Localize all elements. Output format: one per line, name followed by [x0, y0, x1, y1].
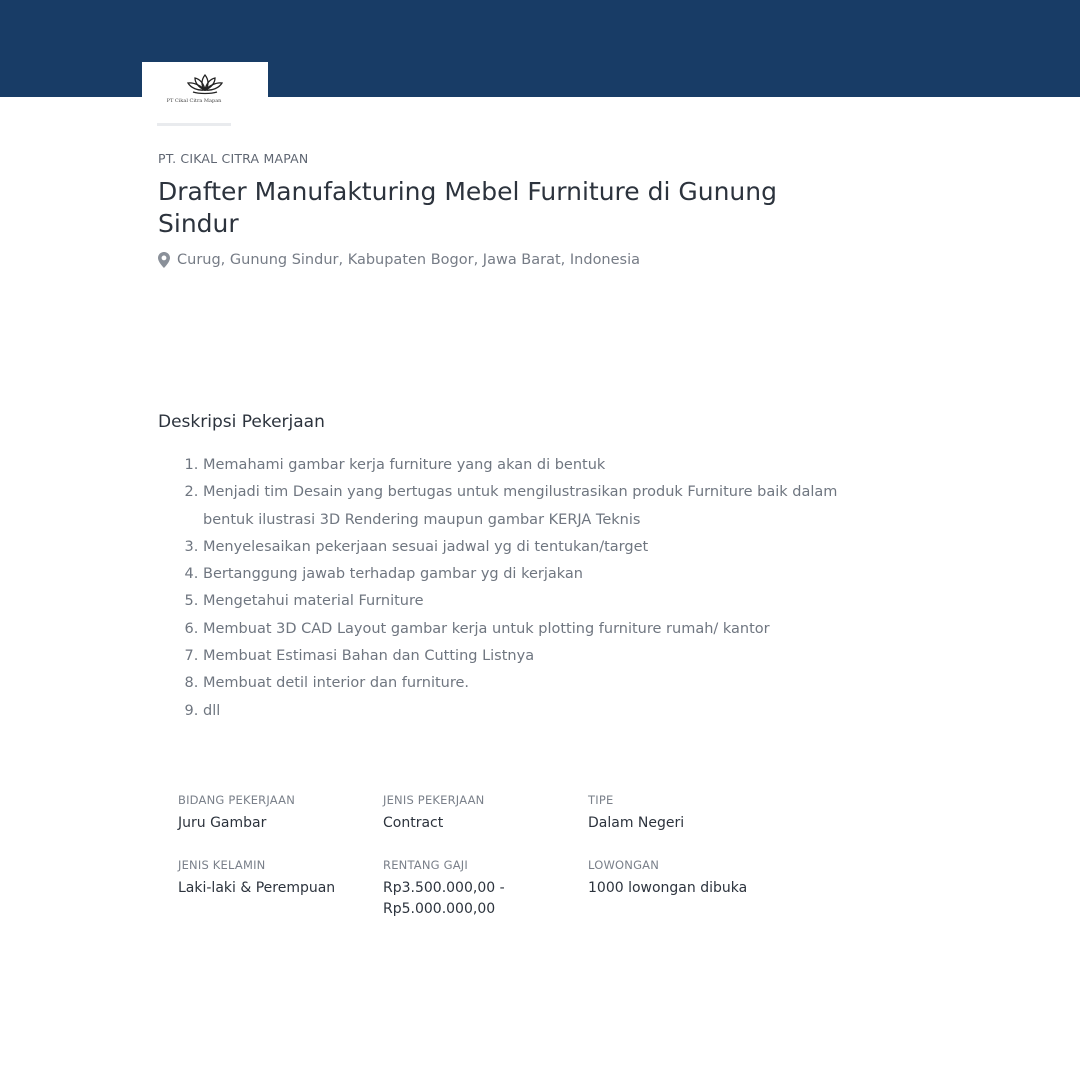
detail-vacancy	[588, 858, 793, 920]
list-item: 2. Menjadi tim Desain yang bertugas untuk mengilustrasikan produk Furniture baik dalam bentuk ilustrasi 3D Rendering maupun gambar KERJA Teknis	[203, 479, 883, 534]
salary-max: Rp5.000.000,00	[383, 901, 496, 917]
lotus-logo-icon	[185, 72, 225, 96]
job-details-grid	[178, 793, 793, 920]
company-name[interactable]: PT. CIKAL CITRA MAPAN	[158, 151, 309, 166]
detail-value	[383, 878, 588, 920]
detail-value: 1000 lowongan dibuka	[588, 880, 748, 896]
list-item: 4. Bertanggung jawab terhadap gambar yg di kerjakan	[203, 561, 883, 588]
list-item: 5. Mengetahui material Furniture	[203, 588, 883, 615]
detail-value: Laki-laki & Perempuan	[178, 880, 336, 896]
detail-value: Contract	[383, 815, 444, 831]
list-item: 8. Membuat detil interior dan furniture.	[203, 670, 883, 697]
list-item: 7. Membuat Estimasi Bahan dan Cutting Listnya	[203, 643, 883, 670]
salary-min: Rp3.500.000,00 -	[383, 880, 505, 896]
detail-job-type	[383, 793, 588, 834]
job-title: Drafter Manufakturing Mebel Furniture di Gunung Sindur	[158, 177, 777, 238]
description-list	[158, 452, 883, 725]
detail-salary	[383, 858, 588, 920]
list-item: 6. Membuat 3D CAD Layout gambar kerja untuk plotting furniture rumah/ kantor	[203, 616, 883, 643]
detail-gender	[178, 858, 383, 920]
list-item: 1. Memahami gambar kerja furniture yang akan di bentuk	[203, 452, 883, 479]
detail-label: LOWONGAN	[588, 858, 660, 872]
detail-label: JENIS KELAMIN	[178, 858, 266, 872]
map-pin-icon	[158, 252, 170, 268]
description-heading: Deskripsi Pekerjaan	[158, 412, 325, 432]
detail-label: RENTANG GAJI	[383, 858, 468, 872]
detail-field	[178, 793, 383, 834]
detail-label: TIPE	[588, 793, 614, 807]
detail-value: Juru Gambar	[178, 815, 267, 831]
detail-label: JENIS PEKERJAAN	[383, 793, 485, 807]
list-item: 3. Menyelesaikan pekerjaan sesuai jadwal yg di tentukan/target	[203, 534, 883, 561]
detail-label: BIDANG PEKERJAAN	[178, 793, 296, 807]
detail-type	[588, 793, 793, 834]
logo-divider	[157, 123, 231, 126]
detail-value: Dalam Negeri	[588, 815, 685, 831]
company-logo[interactable]	[142, 62, 268, 124]
job-location	[158, 252, 640, 268]
list-item: 9. dll	[203, 698, 883, 725]
logo-caption: PT Cikal Citra Mapan	[166, 98, 222, 104]
location-text: Curug, Gunung Sindur, Kabupaten Bogor, Jawa Barat, Indonesia	[177, 252, 641, 268]
